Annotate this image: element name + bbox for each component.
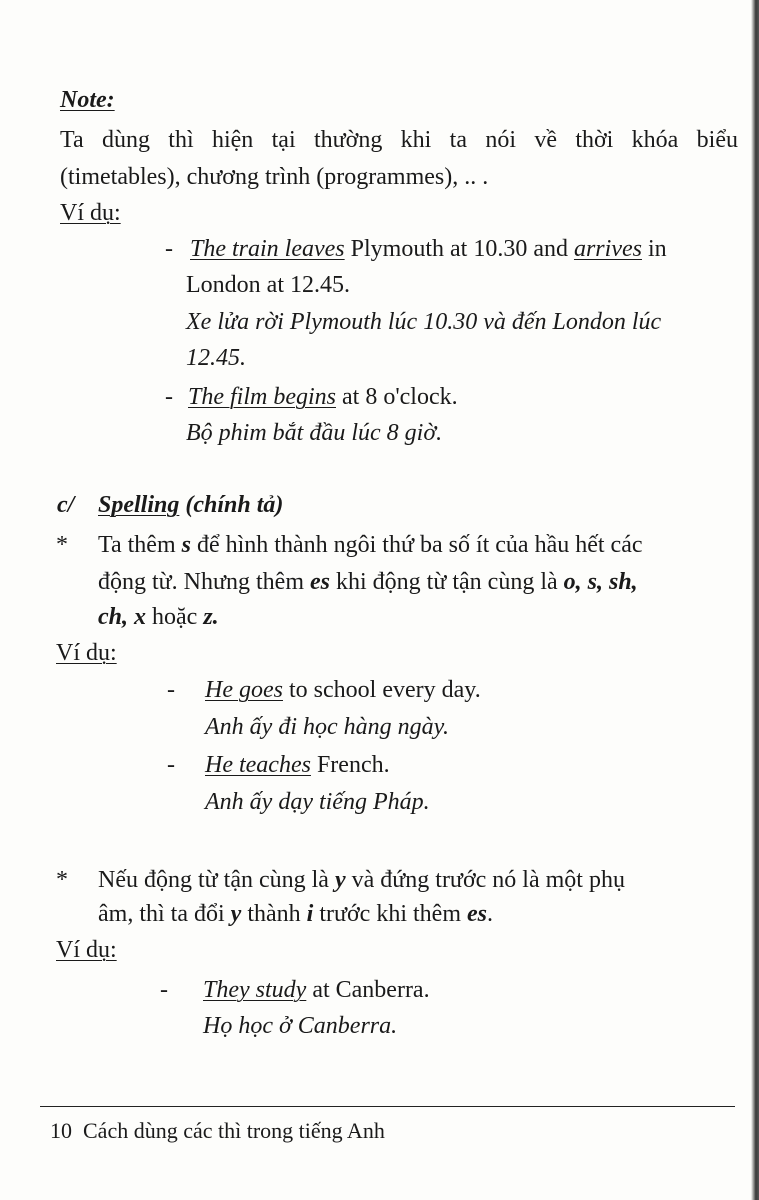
example-sentence xyxy=(205,676,481,704)
scan-edge xyxy=(751,0,759,1200)
suffix: es xyxy=(310,569,331,595)
rule-text: động từ. Nhưng thêm xyxy=(98,569,311,595)
section-title xyxy=(98,491,283,519)
verb-phrase: He teaches xyxy=(205,752,311,778)
endings: ch, x xyxy=(98,604,146,630)
verb-phrase: arrives xyxy=(573,236,642,262)
rule-line1 xyxy=(98,866,625,894)
example-label: Ví dụ: xyxy=(56,937,117,963)
rule-text: âm, thì ta đổi xyxy=(98,901,231,927)
rule-text: . xyxy=(486,901,493,927)
sentence-text: French. xyxy=(310,752,390,778)
bullet-dash: - xyxy=(167,752,175,778)
sentence-text: Plymouth at 10.30 and xyxy=(344,236,574,262)
page-footer xyxy=(50,1118,385,1144)
example-sentence-cont: London at 12.45. xyxy=(186,272,350,298)
endings: z. xyxy=(203,604,219,630)
page-number: 10 xyxy=(50,1118,72,1143)
example-sentence xyxy=(190,235,667,263)
example-sentence xyxy=(188,383,458,411)
sentence-text: at 8 o'clock. xyxy=(336,384,458,410)
note-text-line2: (timetables), chương trình (programmes), .. . xyxy=(60,164,489,190)
asterisk: * xyxy=(56,867,68,893)
rule-line1 xyxy=(98,531,643,559)
rule-line3 xyxy=(98,603,219,631)
translation: Anh ấy đi học hàng ngày. xyxy=(205,714,449,740)
sentence-text: to school every day. xyxy=(282,677,481,703)
translation: Anh ấy dạy tiếng Pháp. xyxy=(205,789,430,815)
suffix: es xyxy=(466,901,487,927)
bullet-dash: - xyxy=(167,677,175,703)
book-title: Cách dùng các thì trong tiếng Anh xyxy=(83,1118,385,1143)
suffix: s xyxy=(181,532,191,558)
verb-phrase: The film begins xyxy=(188,384,336,410)
section-marker: c/ xyxy=(57,492,75,518)
endings: o, s, sh, xyxy=(563,569,638,595)
letter: i xyxy=(306,901,314,927)
translation: Bộ phim bắt đầu lúc 8 giờ. xyxy=(186,420,443,446)
verb-phrase: The train leaves xyxy=(190,236,345,262)
footer-divider xyxy=(40,1106,735,1107)
rule-text: Ta thêm xyxy=(98,532,182,558)
rule-text: hoặc xyxy=(146,604,204,630)
example-sentence xyxy=(205,751,390,779)
rule-text: thành xyxy=(241,901,307,927)
rule-text: để hình thành ngôi thứ ba số ít của hầu hết các xyxy=(190,532,643,558)
translation: Xe lửa rời Plymouth lúc 10.30 và đến London lúc xyxy=(186,309,662,335)
rule-text: và đứng trước nó là một phụ xyxy=(345,867,625,893)
translation: Họ học ở Canberra. xyxy=(203,1013,398,1039)
note-text-line1: Ta dùng thì hiện tại thường khi ta nói về thời khóa biểu xyxy=(60,127,738,153)
rule-text: trước khi thêm xyxy=(313,901,467,927)
rule-text: khi động từ tận cùng là xyxy=(330,569,564,595)
rule-line2 xyxy=(98,900,493,928)
example-label: Ví dụ: xyxy=(56,640,117,666)
verb-phrase: He goes xyxy=(205,677,283,703)
rule-text: Nếu động từ tận cùng là xyxy=(98,867,335,893)
sentence-text: at Canberra. xyxy=(306,977,430,1003)
note-heading: Note: xyxy=(60,87,115,113)
letter: y xyxy=(334,867,346,893)
verb-phrase: They study xyxy=(203,977,307,1003)
translation-cont: 12.45. xyxy=(186,345,246,371)
letter: y xyxy=(230,901,242,927)
bullet-dash: - xyxy=(165,384,173,410)
section-title-main: Spelling xyxy=(98,492,180,518)
section-title-sub: (chính tả) xyxy=(179,492,284,518)
bullet-dash: - xyxy=(160,977,168,1003)
bullet-dash: - xyxy=(165,236,173,262)
example-label: Ví dụ: xyxy=(60,200,121,226)
example-sentence xyxy=(203,976,430,1004)
sentence-text: in xyxy=(641,236,667,262)
asterisk: * xyxy=(56,532,68,558)
rule-line2 xyxy=(98,568,638,596)
